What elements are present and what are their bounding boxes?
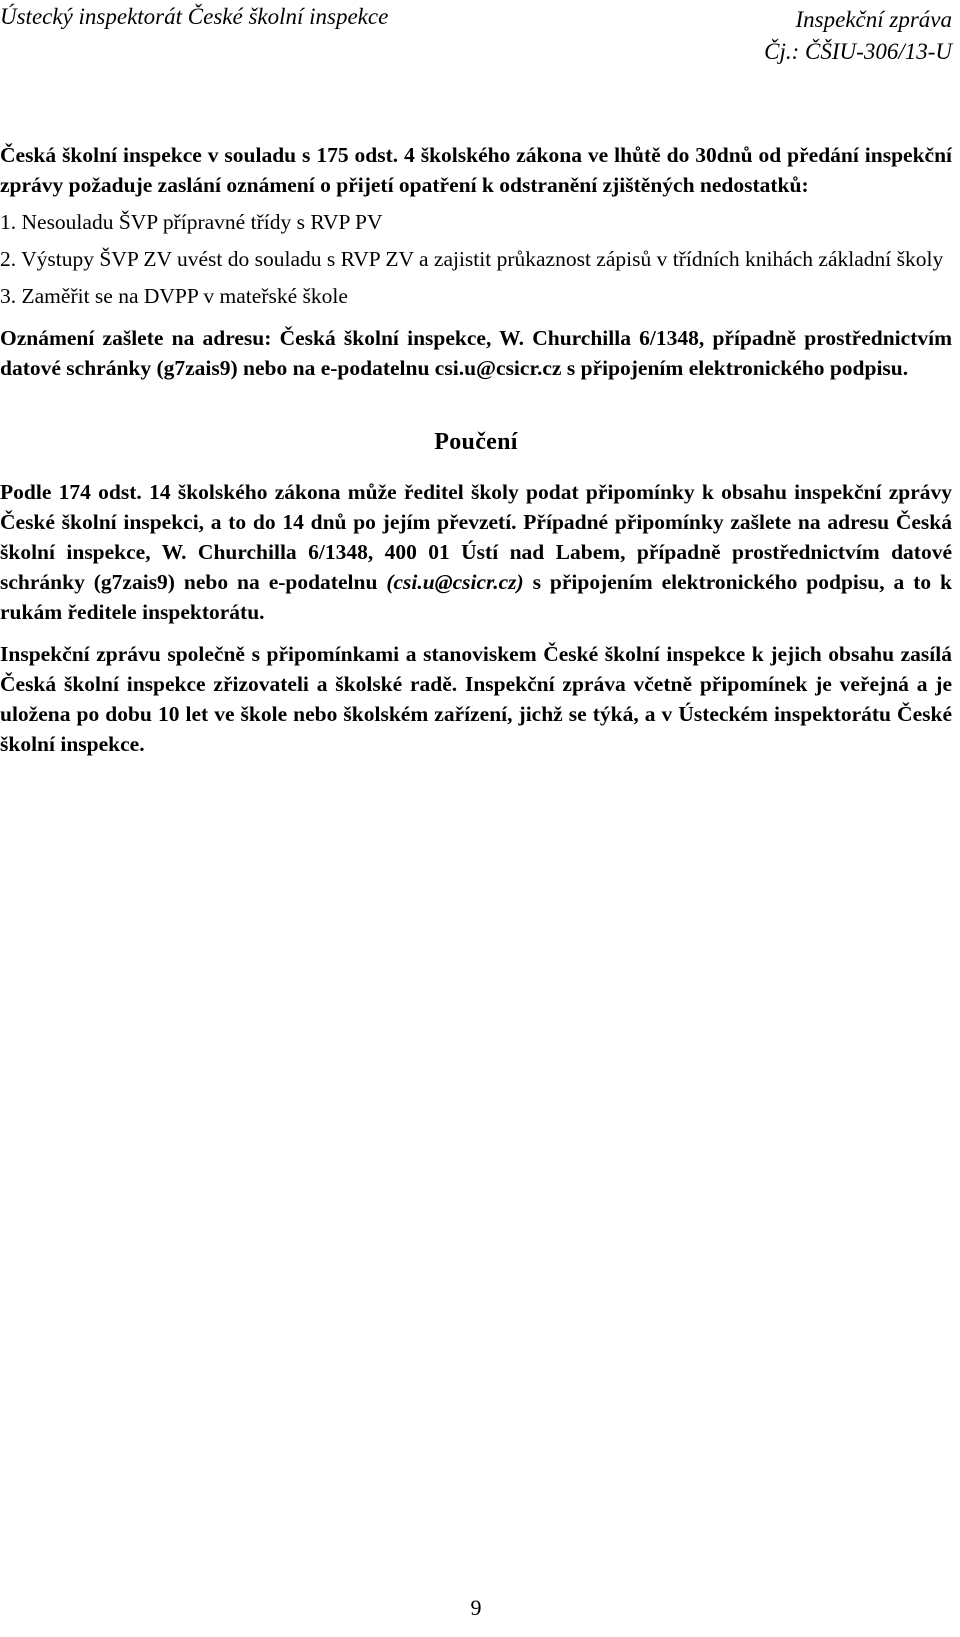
requirement-intro: Česká školní inspekce v souladu s 175 odst. 4 školského zákona ve lhůtě do 30dnů od předání inspekční zprávy požaduje zaslání oznámení o přijetí opatření k odstranění zjištěných nedostatků: — [0, 143, 952, 197]
pouceni-p1-text-end: s připojením elektronického podpisu, a to k rukám ředitele inspektorátu. — [0, 570, 952, 624]
header-reference-number: Čj.: ČŠIU-306/13-U — [764, 39, 952, 64]
header-report-id — [764, 4, 952, 68]
address-note: Oznámení zašlete na adresu: Česká školní inspekce, W. Churchilla 6/1348, případně prostřednictvím datové schránky (g7zais9) nebo na e-podatelnu csi.u@csicr.cz s připojením elektronického podpisu. — [0, 326, 952, 380]
section-title-pouceni: Poučení — [434, 429, 518, 455]
email-link[interactable]: (csi.u@csicr.cz) — [386, 570, 524, 594]
pouceni-paragraph-1 — [0, 477, 952, 627]
page-number: 9 — [470, 1595, 482, 1620]
requirement-item-1: 1. Nesouladu ŠVP přípravné třídy s RVP PV — [0, 210, 383, 234]
pouceni-p1-text: Podle 174 odst. 14 školského zákona může ředitel školy podat připomínky k obsahu inspekční zprávy České školní inspekci, a to do 14 dnů po jejím převzetí. Případné připomínky zašlete na adresu Česká školní inspekce, W. Churchilla 6/1348, 400 01 Ústí nad Labem, případně prostřednictvím datové schránky (g7zais9) nebo na e-podatelnu — [0, 480, 952, 594]
pouceni-paragraph-2: Inspekční zprávu společně s připomínkami a stanoviskem České školní inspekce k jejich obsahu zasílá Česká školní inspekce zřizovateli a školské radě. Inspekční zpráva včetně připomínek je veřejná a je uložena po dobu 10 let ve škole nebo školském zařízení, jichž se týká, a v Ústeckém inspektorátu České školní inspekce. — [0, 642, 952, 756]
header-report-title: Inspekční zpráva — [795, 7, 952, 32]
document-body — [0, 140, 952, 759]
requirement-item-3: 3. Zaměřit se na DVPP v mateřské škole — [0, 284, 348, 308]
header-inspectorate: Ústecký inspektorát České školní inspekce — [0, 4, 389, 29]
requirement-item-2: 2. Výstupy ŠVP ZV uvést do souladu s RVP ZV a zajistit průkaznost zápisů v třídních knihách základní školy — [0, 247, 944, 271]
